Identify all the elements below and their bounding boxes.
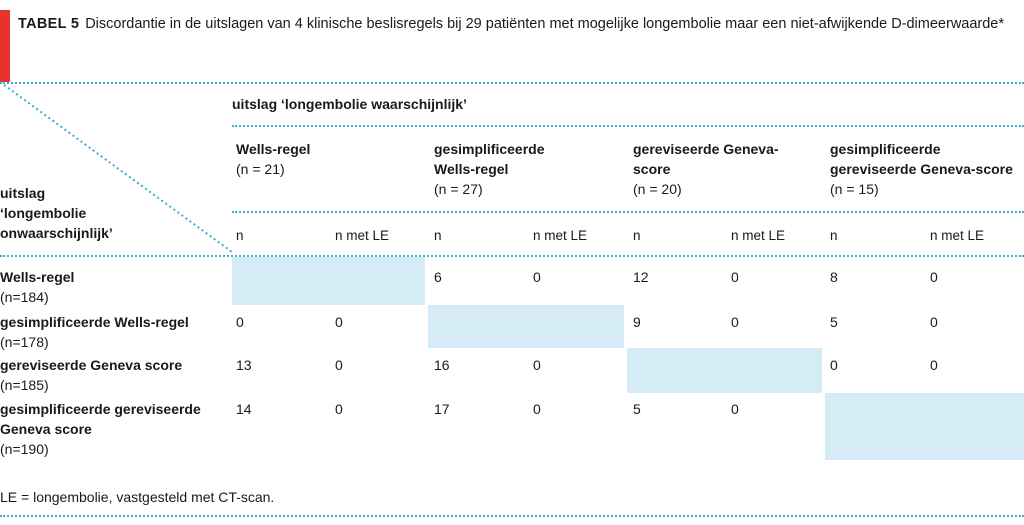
table-cell: 0 [533, 269, 541, 285]
subhead-n-le: n met LE [533, 228, 588, 243]
table-cell: 0 [930, 269, 938, 285]
subhead-n: n [236, 228, 244, 243]
table-cell: 0 [731, 314, 739, 330]
subhead-n-le: n met LE [930, 228, 985, 243]
table-caption: Discordantie in de uitslagen van 4 klinische beslisregels bij 29 patiënten met mogelijke longembolie maar een niet-afwijkende D-dimeerwaarde* [85, 16, 1005, 32]
diagonal-cell [825, 393, 1024, 460]
table-cell: 0 [930, 357, 938, 373]
diagonal-cell [428, 305, 624, 348]
title-accent-bar [0, 10, 10, 82]
diagonal-cell [627, 348, 822, 393]
column-head-revised-geneva: gereviseerde Geneva- score (n = 20) [633, 141, 779, 197]
table-cell: 0 [335, 357, 343, 373]
row-label: uitslag ‘longembolie onwaarschijnlijk’ [0, 185, 113, 241]
table-cell: 12 [633, 269, 649, 285]
table-cell: 5 [830, 314, 838, 330]
rule-column-heads [232, 211, 1024, 213]
table-cell: 17 [434, 401, 450, 417]
table-cell: 0 [533, 357, 541, 373]
row-head-wells: Wells-regel (n=184) [0, 269, 75, 305]
table-cell: 8 [830, 269, 838, 285]
table-cell: 0 [830, 357, 838, 373]
subhead-n-le: n met LE [731, 228, 786, 243]
table-cell: 0 [335, 401, 343, 417]
table-cell: 0 [236, 314, 244, 330]
table-cell: 0 [930, 314, 938, 330]
table-cell: 5 [633, 401, 641, 417]
top-label: uitslag ‘longembolie waarschijnlijk’ [232, 96, 467, 112]
subhead-n: n [633, 228, 641, 243]
table-cell: 14 [236, 401, 252, 417]
rule-bottom [0, 515, 1024, 517]
table-cell: 6 [434, 269, 442, 285]
footnote: LE = longembolie, vastgesteld met CT-scan. [0, 489, 275, 505]
rule-top-label [232, 125, 1024, 127]
row-head-simplified-wells: gesimplificeerde Wells-regel (n=178) [0, 314, 189, 350]
row-head-revised-geneva: gereviseerde Geneva score (n=185) [0, 357, 183, 393]
column-head-simplified-wells: gesimplificeerde Wells-regel (n = 27) [434, 141, 545, 197]
table-cell: 16 [434, 357, 450, 373]
table-cell: 0 [731, 401, 739, 417]
column-head-simplified-revised-geneva: gesimplificeerde gereviseerde Geneva-score (n = 15) [830, 141, 1013, 197]
subhead-n: n [830, 228, 838, 243]
table-cell: 0 [335, 314, 343, 330]
diagonal-cell [232, 257, 425, 305]
table-cell: 9 [633, 314, 641, 330]
table-cell: 13 [236, 357, 252, 373]
row-head-simplified-revised-geneva: gesimplificeerde gereviseerde Geneva score (n=190) [0, 401, 201, 457]
table-cell: 0 [533, 401, 541, 417]
table-title [18, 14, 1018, 35]
subhead-n-le: n met LE [335, 228, 390, 243]
rule-subheader [0, 255, 1024, 257]
table-label: TABEL 5 [18, 16, 80, 32]
subhead-n: n [434, 228, 442, 243]
column-head-wells: Wells-regel (n = 21) [236, 141, 311, 177]
table-cell: 0 [731, 269, 739, 285]
